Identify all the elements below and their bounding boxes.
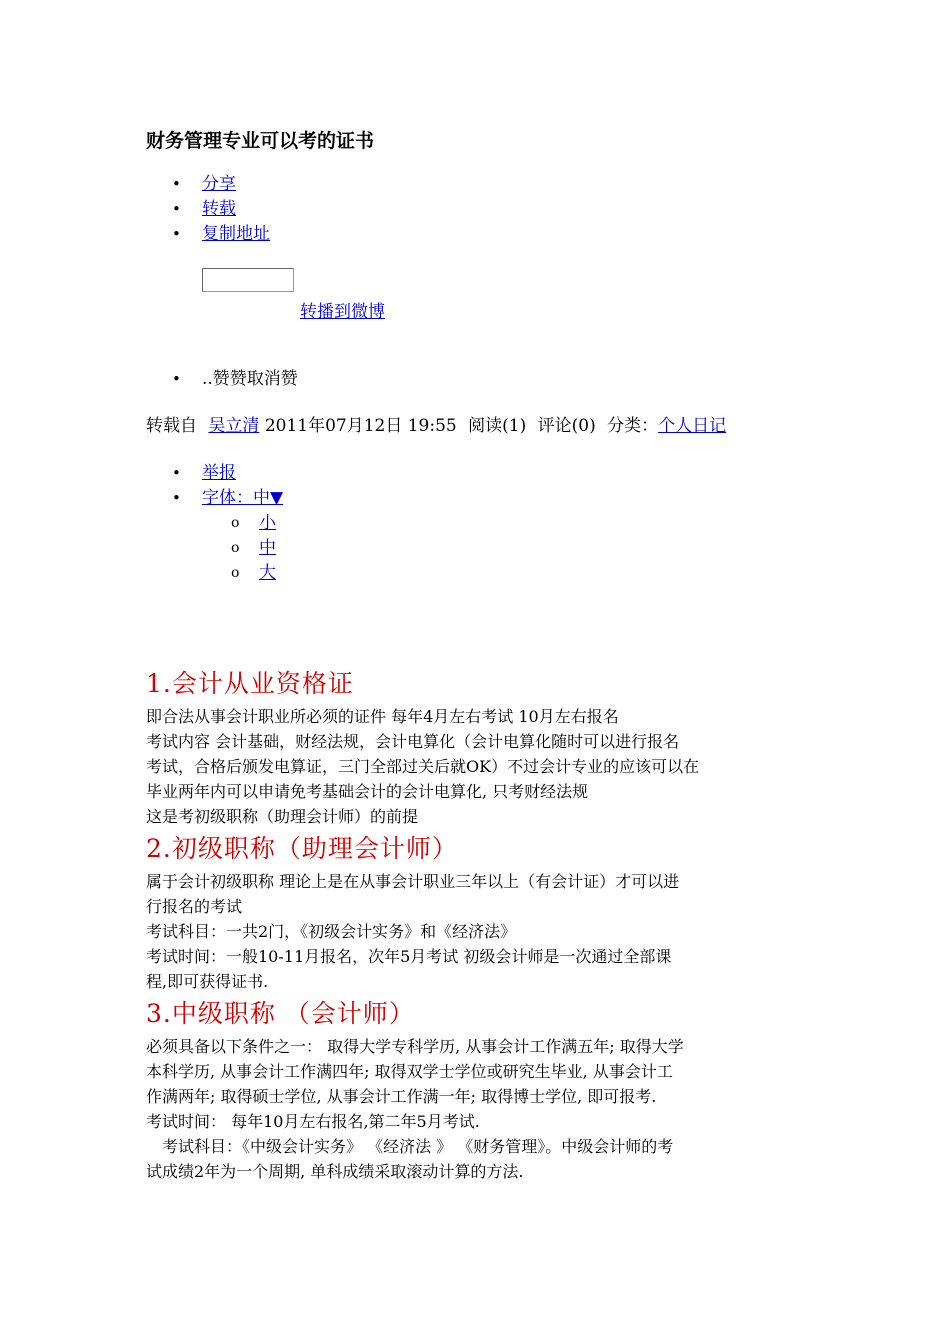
- like-item: [146, 367, 298, 392]
- body-line: 考试内容 会计基础，财经法规，会计电算化（会计电算化随时可以进行报名: [146, 732, 680, 751]
- body-line: 试成绩2年为一个周期, 单科成绩采取滚动计算的方法.: [146, 1162, 524, 1181]
- section-heading: 1.会计从业资格证: [146, 669, 354, 698]
- font-size-item: [146, 561, 283, 586]
- body-line: 考试时间： 每年10月左右报名,第二年5月考试.: [146, 1112, 480, 1131]
- section-heading: 2.初级职称（助理会计师）: [146, 834, 458, 863]
- repost-to-weibo-link[interactable]: 转播到微博: [300, 302, 385, 322]
- category-prefix: 分类：: [607, 416, 659, 436]
- comment-count: 评论(0): [537, 416, 596, 436]
- font-size-small[interactable]: 小: [259, 513, 276, 533]
- body-line: 考试科目：一共2门，《初级会计实务》和《经济法》: [146, 922, 517, 941]
- like-text[interactable]: ..赞赞取消赞: [202, 369, 298, 389]
- tools-item: [146, 461, 283, 486]
- share-item: [146, 197, 270, 222]
- body-line: 程,即可获得证书.: [146, 972, 269, 991]
- body-line: 即合法从事会计职业所必须的证件 每年4月左右考试 10月左右报名: [146, 707, 619, 726]
- article-title: 财务管理专业可以考的证书: [146, 130, 375, 152]
- tools-item-font: [146, 486, 283, 586]
- repost-input[interactable]: [202, 268, 294, 292]
- post-meta: [146, 414, 726, 439]
- repost-link[interactable]: 转载: [202, 199, 236, 219]
- share-item: [146, 222, 270, 247]
- copy-address-link[interactable]: 复制地址: [202, 224, 270, 244]
- tools-menu: [146, 461, 283, 586]
- read-count: 阅读(1): [468, 416, 527, 436]
- font-size-medium[interactable]: 中: [259, 538, 276, 558]
- share-item: [146, 172, 270, 197]
- body-line: 作满两年; 取得硕士学位, 从事会计工作满一年; 取得博士学位, 即可报考.: [146, 1087, 657, 1106]
- share-link[interactable]: 分享: [202, 174, 236, 194]
- font-size-toggle[interactable]: 字体：中▼: [202, 488, 284, 508]
- article-body: [146, 664, 816, 1184]
- body-line: 考试时间：一般10-11月报名，次年5月考试 初级会计师是一次通过全部课: [146, 947, 672, 966]
- meta-prefix: 转载自: [146, 416, 197, 436]
- report-link[interactable]: 举报: [202, 463, 236, 483]
- share-menu: [146, 172, 270, 247]
- body-line: 考试科目：《中级会计实务》 《经济法 》 《财务管理》。中级会计师的考: [162, 1137, 674, 1156]
- body-line: 毕业两年内可以申请免考基础会计的会计电算化, 只考财经法规: [146, 782, 589, 801]
- body-line: 必须具备以下条件之一： 取得大学专科学历, 从事会计工作满五年; 取得大学: [146, 1037, 684, 1056]
- font-size-item: [146, 511, 283, 536]
- font-size-item: [146, 536, 283, 561]
- body-line: 行报名的考试: [146, 897, 243, 916]
- author-link[interactable]: 吴立清: [208, 416, 260, 436]
- post-datetime: 2011年07月12日 19:55: [264, 416, 457, 436]
- font-size-menu: [146, 511, 283, 586]
- category-link[interactable]: 个人日记: [658, 416, 727, 436]
- section-heading: 3.中级职称 （会计师）: [146, 999, 415, 1028]
- body-line: 考试，合格后颁发电算证，三门全部过关后就OK）不过会计专业的应该可以在: [146, 757, 700, 776]
- like-row: [146, 367, 298, 392]
- font-size-large[interactable]: 大: [259, 563, 276, 583]
- body-line: 属于会计初级职称 理论上是在从事会计职业三年以上（有会计证）才可以进: [146, 872, 680, 891]
- body-line: 这是考初级职称（助理会计师）的前提: [146, 807, 419, 826]
- body-line: 本科学历, 从事会计工作满四年; 取得双学士学位或研究生毕业, 从事会计工: [146, 1062, 673, 1081]
